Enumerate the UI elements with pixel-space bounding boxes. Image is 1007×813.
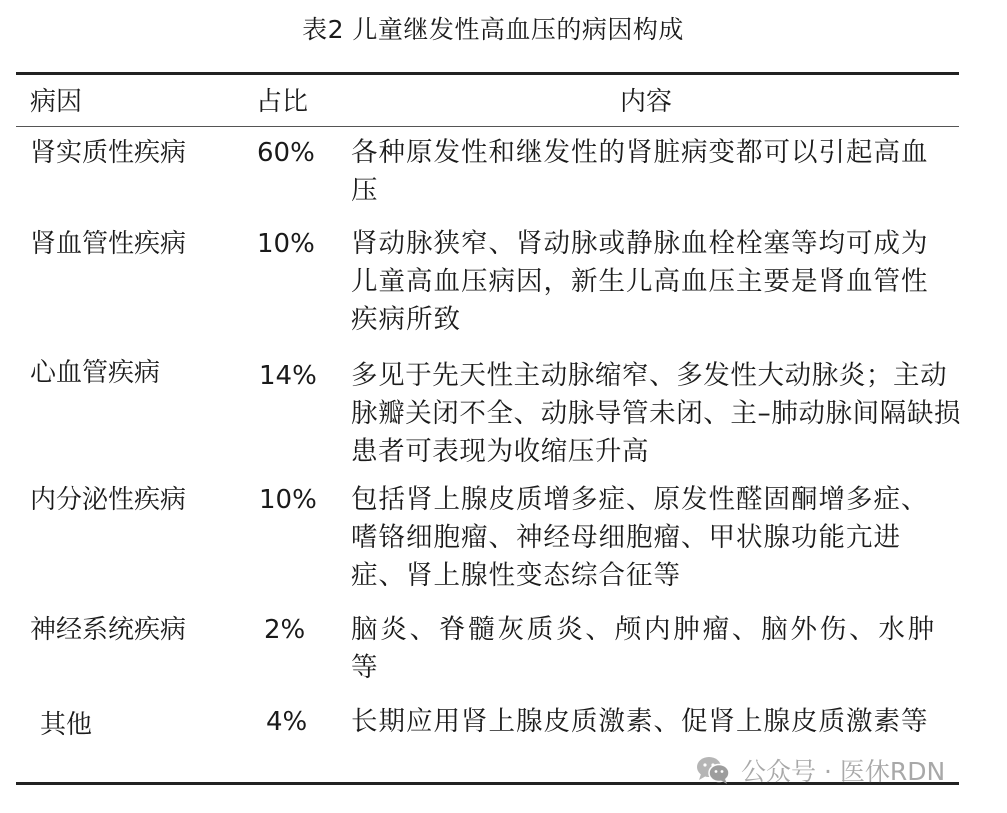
wechat-icon <box>695 755 731 785</box>
watermark-text: 公众号 · 医休RDN <box>741 757 946 786</box>
ratio-cell: 14% <box>259 361 317 391</box>
ratio-cell: 10% <box>259 485 317 515</box>
ratio-cell: 10% <box>257 229 315 259</box>
cause-cell: 肾血管性疾病 <box>30 229 187 259</box>
table-title: 表2 儿童继发性高血压的病因构成 <box>302 15 684 44</box>
cause-cell: 内分泌性疾病 <box>30 485 187 515</box>
content-cell: 肾动脉狭窄、肾动脉或静脉血栓栓塞等均可成为儿童高血压病因，新生儿高血压主要是肾血管性疾病所致 <box>351 228 929 335</box>
ratio-cell: 4% <box>266 707 308 737</box>
content-cell: 各种原发性和继发性的肾脏病变都可以引起高血压 <box>351 137 929 206</box>
header-content: 内容 <box>620 87 673 117</box>
content-cell: 脑炎、脊髓灰质炎、颅内肿瘤、脑外伤、水肿等 <box>351 614 937 683</box>
cause-cell: 神经系统疾病 <box>30 615 187 645</box>
cause-cell: 肾实质性疾病 <box>30 138 187 168</box>
cause-cell: 其他 <box>40 710 93 740</box>
table-top-rule <box>16 72 959 75</box>
header-ratio: 占比 <box>256 87 309 117</box>
table-header-rule <box>16 126 959 127</box>
cause-cell: 心血管疾病 <box>30 358 161 388</box>
header-cause: 病因 <box>30 87 83 117</box>
watermark <box>695 752 945 788</box>
content-cell: 长期应用肾上腺皮质激素、促肾上腺皮质激素等 <box>351 706 929 737</box>
ratio-cell: 2% <box>264 615 306 645</box>
content-cell: 多见于先天性主动脉缩窄、多发性大动脉炎；主动脉瓣关闭不全、动脉导管未闭、主–肺动脉间隔缺损患者可表现为收缩压升高 <box>351 360 962 467</box>
content-cell: 包括肾上腺皮质增多症、原发性醛固酮增多症、嗜铬细胞瘤、神经母细胞瘤、甲状腺功能亢进症、肾上腺性变态综合征等 <box>351 484 929 591</box>
ratio-cell: 60% <box>257 138 315 168</box>
